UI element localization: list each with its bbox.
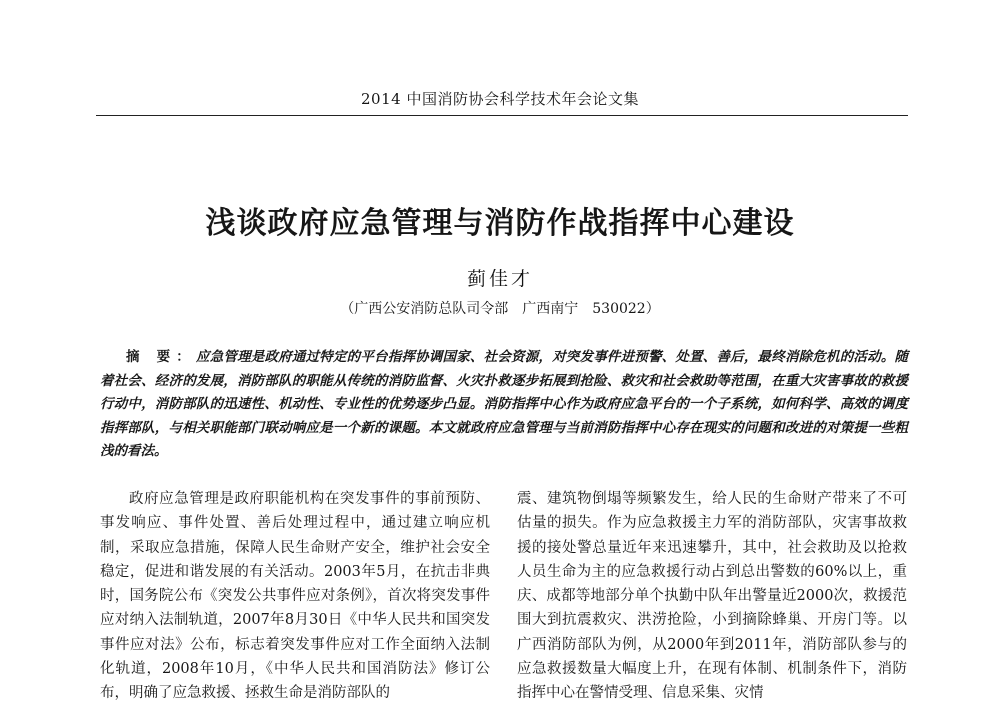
body-right-column: 震、建筑物倒塌等频繁发生，给人民的生命财产带来了不可估量的损失。作为应急救援主力军的消防部队，灾害事故救援的接处警总量近年来迅速攀升，其中，社会救助及以抢救人员生命为主的应急救援行动占到总出警数的60%以上，重庆、成都等地部分单个执勤中队年出警量近2000次，救援范围大到抗震救灾、洪涝抢险，小到摘除蜂巢、开房门等。以广西消防部队为例，从2000年到2011年，消防部队参与的应急救援数量大幅度上升，在现有体制、机制条件下，消防指挥中心在警情受理、信息采集、灾情 [517,491,907,702]
body-left-column: 政府应急管理是政府职能机构在突发事件的事前预防、事发响应、事件处置、善后处理过程中，通过建立响应机制，采取应急措施，保障人民生命财产安全，维护社会安全稳定，促进和谐发展的有关活动。2003年5月，在抗击非典时，国务院公布《突发公共事件应对条例》，首次将突发事件应对纳入法制轨道，2007年8月30日《中华人民共和国突发事件应对法》公布，标志着突发事件应对工作全面纳入法制化轨道，2008年10月，《中华人民共和国消防法》修订公布，明确了应急救援、拯救生命是消防部队的 [100,491,490,702]
abstract-text: 应急管理是政府通过特定的平台指挥协调国家、社会资源，对突发事件进预警、处置、善后，最终消除危机的活动。随着社会、经济的发展，消防部队的职能从传统的消防监督、火灾扑救逐步拓展到抢险、救灾和社会救助等范围，在重大灾害事故的救援行动中，消防部队的迅速性、机动性、专业性的优势逐步凸显。消防指挥中心作为政府应急平台的一个子系统，如何科学、高效的调度指挥部队，与相关职能部门联动响应是一个新的课题。本文就政府应急管理与当前消防指挥中心存在现实的问题和改进的对策提一些粗浅的看法。 [100,349,909,459]
header-rule [96,115,908,116]
author-name: 蓟佳才 [466,268,533,290]
abstract-label: 摘 要： [126,349,196,365]
author-affiliation: （广西公安消防总队司令部 广西南宁 530022） [340,301,660,317]
running-head: 2014 中国消防协会科学技术年会论文集 [361,90,639,108]
paper-title: 浅谈政府应急管理与消防作战指挥中心建设 [205,206,795,241]
abstract [100,346,908,464]
